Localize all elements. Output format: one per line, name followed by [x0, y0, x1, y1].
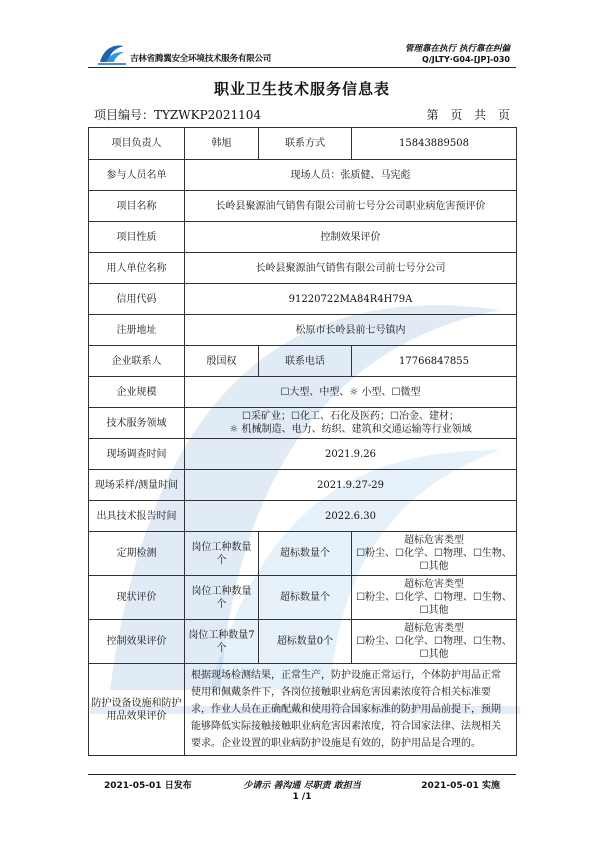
table-row [89, 377, 517, 408]
name-value: 长岭县聚源油气销售有限公司前七号分公司职业病危害预评价 [185, 191, 517, 222]
table-row [89, 408, 517, 439]
sampling-label: 现场采样/测量时间 [89, 470, 185, 501]
nature-value: 控制效果评价 [185, 222, 517, 253]
info-table [88, 127, 517, 756]
hazard-title: 超标危害类型 [404, 535, 464, 546]
table-row [89, 501, 517, 532]
domain-line-2: ☼ 机械制造、电力、纺织、建筑和交通运输等行业领域 [229, 424, 472, 435]
table-row [89, 532, 517, 576]
report-value: 2022.6.30 [185, 501, 517, 532]
hazard-title: 超标危害类型 [404, 623, 464, 634]
check-label: 现状评价 [89, 576, 185, 620]
table-row [89, 284, 517, 315]
footer-divider [88, 774, 516, 775]
check-over-count: 超标数量个 [259, 532, 352, 576]
scale-label: 企业规模 [89, 377, 185, 408]
leader-label: 项目负责人 [89, 128, 185, 160]
doc-code: Q/JLTY·G04-[JP]-030 [422, 55, 510, 64]
name-label: 项目名称 [89, 191, 185, 222]
nature-label: 项目性质 [89, 222, 185, 253]
check-hazard [352, 576, 517, 620]
page-title: 职业卫生技术服务信息表 [213, 80, 390, 98]
contact-value: 15843889508 [352, 128, 517, 160]
check-over-count: 超标数量个 [259, 576, 352, 620]
header-slogan: 管理靠在执行 执行靠在纠偏 [405, 44, 510, 54]
evaluation-label: 防护设备设施和防护用品效果评价 [89, 664, 185, 756]
check-post-count: 岗位工种数量个 [185, 532, 259, 576]
employer-value: 长岭县聚源油气销售有限公司前七号分公司 [185, 253, 517, 284]
table-row [89, 576, 517, 620]
phone-value: 17766847855 [352, 346, 517, 377]
hazard-title: 超标危害类型 [404, 579, 464, 590]
check-post-count: 岗位工种数量7个 [185, 620, 259, 664]
page-number: 1 /1 [292, 792, 312, 802]
company-name: 吉林省腾翼安全环境技术服务有限公司 [130, 54, 272, 64]
header-divider [88, 67, 516, 68]
hazard-types: ☐粉尘、☐化学、☐物理、☐生物、☐其他 [356, 592, 512, 616]
footer-motto: 少请示 善沟通 尽职责 敢担当 [243, 781, 361, 791]
check-post-count: 岗位工种数量个 [185, 576, 259, 620]
credit-value: 91220722MA84R4H79A [185, 284, 517, 315]
table-row [89, 191, 517, 222]
check-over-count: 超标数量0个 [259, 620, 352, 664]
company-logo-icon [98, 40, 126, 66]
sampling-value: 2021.9.27-29 [185, 470, 517, 501]
survey-value: 2021.9.26 [185, 439, 517, 470]
table-row [89, 160, 517, 191]
table-row [89, 439, 517, 470]
check-label: 控制效果评价 [89, 620, 185, 664]
project-number: 项目编号：TYZWKP2021104 [94, 108, 262, 122]
credit-label: 信用代码 [89, 284, 185, 315]
check-label: 定期检测 [89, 532, 185, 576]
address-value: 松原市长岭县前七号镇内 [185, 315, 517, 346]
domain-line-1: ☐采矿业；☐化工、石化及医药；☐冶金、建材； [242, 411, 459, 422]
phone-label: 联系电话 [259, 346, 352, 377]
evaluation-text: 根据现场检测结果，正常生产，防护设施正常运行，个体防护用品正常使用和佩戴条件下，各岗位接触职业病危害因素浓度符合相关标准要求，作业人员在正确配戴和使用符合国家标准的防护用品前提下，预期能够降低实际接触接触职业病危害因素浓度，符合国家法律、法规相关要求。企业设置的职业病防护设施是有效的，防护用品是合理的。 [185, 664, 517, 756]
staff-label: 参与人员名单 [89, 160, 185, 191]
table-row [89, 470, 517, 501]
page-info: 第 页 共 页 [426, 108, 510, 122]
ent-contact-value: 殷国权 [185, 346, 259, 377]
implement-date: 2021-05-01 实施 [421, 781, 500, 791]
leader-value: 韩旭 [185, 128, 259, 160]
check-hazard [352, 532, 517, 576]
publish-date: 2021-05-01 日发布 [104, 781, 192, 791]
table-row [89, 315, 517, 346]
scale-value: ☐大型、中型、☼ 小型、☐微型 [185, 377, 517, 408]
address-label: 注册地址 [89, 315, 185, 346]
check-hazard [352, 620, 517, 664]
table-row [89, 253, 517, 284]
table-row [89, 128, 517, 160]
ent-contact-label: 企业联系人 [89, 346, 185, 377]
table-row [89, 222, 517, 253]
survey-label: 现场调查时间 [89, 439, 185, 470]
table-row [89, 620, 517, 664]
domain-value [185, 408, 517, 439]
hazard-types: ☐粉尘、☐化学、☐物理、☐生物、☐其他 [356, 548, 512, 572]
employer-label: 用人单位名称 [89, 253, 185, 284]
table-row [89, 346, 517, 377]
domain-label: 技术服务领域 [89, 408, 185, 439]
contact-label: 联系方式 [259, 128, 352, 160]
report-label: 出具技术报告时间 [89, 501, 185, 532]
hazard-types: ☐粉尘、☐化学、☐物理、☐生物、☐其他 [356, 636, 512, 660]
table-row [89, 664, 517, 756]
staff-value: 现场人员：张质健、马宪彪 [185, 160, 517, 191]
